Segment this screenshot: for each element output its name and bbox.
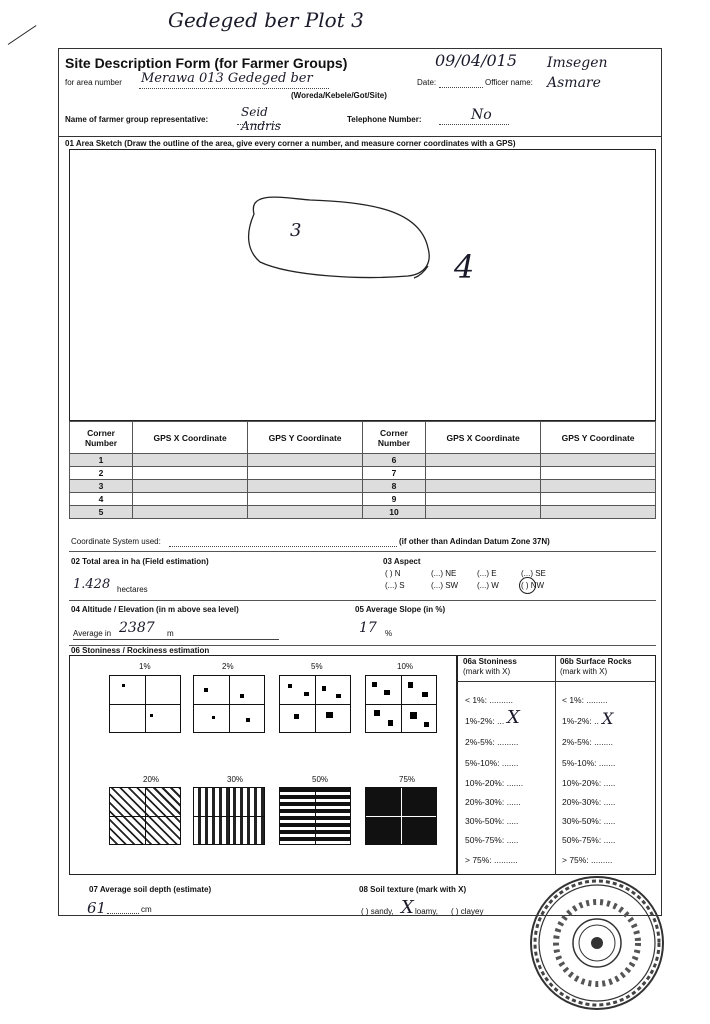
stoniness-b-mark: X [602,709,614,728]
stoniness-b-option[interactable]: 2%-5%: ........ [562,737,614,747]
gps-header-corner-2: Corner Number [362,422,425,454]
slope-value: 17 [359,620,377,636]
stoniness-a-option[interactable]: 10%-20%: ....... [465,778,524,788]
aspect-option-nw[interactable]: ( ) NW [521,581,545,590]
corner-number: 1 [70,454,133,467]
stoniness-a-option[interactable]: 20%-30%: ...... [465,797,521,807]
aspect-option-w[interactable]: (...) W [477,581,499,590]
gps-header-x-1: GPS X Coordinate [133,422,248,454]
sketch-area [69,149,656,421]
corner-number: 8 [362,480,425,493]
corner-number: 7 [362,467,425,480]
altitude-label: 04 Altitude / Elevation (in m above sea level) [71,605,239,614]
stoniness-a-mark: X [507,707,520,728]
phone-label: Telephone Number: [347,115,422,124]
stoniness-grid-10 [365,675,437,733]
corner-pen-mark [8,25,37,45]
table-row [70,467,656,480]
stoniness-label-10: 10% [397,662,414,671]
officer-label: Officer name: [485,78,533,87]
site-description-form [58,48,662,916]
stoniness-label: 06 Stoniness / Rockiness estimation [71,646,210,655]
soil-depth-value: 61 [87,899,107,917]
soil-texture-mark: X [401,897,414,918]
total-area-value: 1.428 [73,577,111,592]
coord-system-underline [169,546,397,547]
stoniness-a-option[interactable]: > 75%: .......... [465,855,518,865]
rep-label: Name of farmer group representative: [65,115,209,124]
section-rule-1 [69,551,656,552]
total-area-label: 02 Total area in ha (Field estimation) [71,557,209,566]
area-underline [139,88,329,89]
gps-header-x-2: GPS X Coordinate [425,422,540,454]
soil-depth-unit: cm [141,905,152,914]
total-area-unit: hectares [117,585,148,594]
official-stamp [522,868,672,1018]
stoniness-label-1: 1% [139,662,151,671]
altitude-unit: m [167,629,174,638]
stoniness-a-option[interactable]: 1%-2%: ... [465,716,505,726]
plot-outline [70,150,657,422]
aspect-option-e[interactable]: (...) E [477,569,497,578]
aspect-label: 03 Aspect [383,557,421,566]
aspect-option-se[interactable]: (...) SE [521,569,546,578]
corner-number: 2 [70,467,133,480]
table-row [70,454,656,467]
stoniness-a-option[interactable]: < 1%: .......... [465,695,513,705]
stoniness-b-option[interactable]: 1%-2%: .. [562,716,599,726]
stoniness-columns-rule [457,681,656,682]
slope-unit: % [385,629,393,638]
stoniness-a-title: 06a Stoniness [463,657,517,666]
sketch-heading-rule [59,136,661,137]
top-note: Gedeged ber Plot 3 [168,8,364,32]
table-row [70,480,656,493]
stoniness-a-option[interactable]: 2%-5%: ......... [465,737,519,747]
stoniness-grid-2 [193,675,265,733]
stoniness-a-option[interactable]: 5%-10%: ....... [465,758,519,768]
aspect-option-n[interactable]: ( ) N [385,569,401,578]
corner-number: 3 [70,480,133,493]
date-label: Date: [417,78,437,87]
altitude-prefix: Average in [73,629,112,638]
altitude-underline [73,639,279,640]
corner-number: 10 [362,506,425,519]
aspect-selected-circle [519,577,536,594]
stoniness-grid-5 [279,675,351,733]
soil-texture-clayey[interactable]: ( ) clayey [451,907,484,916]
aspect-option-sw[interactable]: (...) SW [431,581,459,590]
corner-number: 9 [362,493,425,506]
stoniness-label-50: 50% [312,775,329,784]
stoniness-label-20: 20% [143,775,160,784]
form-title: Site Description Form (for Farmer Groups) [65,55,348,71]
stoniness-label-5: 5% [311,662,323,671]
phone-value: No [471,107,492,123]
stoniness-grid-75 [365,787,437,845]
stoniness-b-sub: (mark with X) [560,667,608,676]
stoniness-label-75: 75% [399,775,416,784]
sketch-heading: 01 Area Sketch (Draw the outline of the area, give every corner a number, and measure corner coordinates with a GPS) [65,139,516,148]
phone-underline [439,124,509,125]
stoniness-b-option[interactable]: < 1%: ......... [562,695,608,705]
aspect-option-ne[interactable]: (...) NE [431,569,457,578]
gps-header-y-2: GPS Y Coordinate [541,422,656,454]
slope-label: 05 Average Slope (in %) [355,605,446,614]
stoniness-a-option[interactable]: 50%-75%: ..... [465,835,519,845]
stoniness-grid-50 [279,787,351,845]
altitude-value: 2387 [119,620,155,636]
table-row [70,493,656,506]
stoniness-grid-1 [109,675,181,733]
gps-header-corner-1: Corner Number [70,422,133,454]
gps-header-y-1: GPS Y Coordinate [248,422,363,454]
stoniness-a-sub: (mark with X) [463,667,511,676]
corner-number: 4 [70,493,133,506]
stoniness-b-option[interactable]: 30%-50%: ..... [562,816,616,826]
stoniness-b-option[interactable]: 50%-75%: ..... [562,835,616,845]
coord-system-hint: (if other than Adindan Datum Zone 37N) [399,537,550,546]
corner-mark: 4 [454,248,475,286]
stoniness-b-title: 06b Surface Rocks [560,657,632,666]
stoniness-label-30: 30% [227,775,244,784]
corner-number: 5 [70,506,133,519]
stoniness-b-option[interactable]: > 75%: ......... [562,855,613,865]
rep-value: Seid Andris [241,105,281,133]
area-value: Merawa 013 Gedeged ber [141,71,313,86]
area-label: for area number [65,78,122,87]
section-rule-2 [69,600,656,601]
soil-texture-loamy[interactable]: loamy, [415,907,438,916]
stoniness-grid-30 [193,787,265,845]
stoniness-b-option[interactable]: 20%-30%: ..... [562,797,616,807]
stoniness-b-option[interactable]: 5%-10%: ....... [562,758,616,768]
stoniness-columns-divider [555,655,556,875]
soil-depth-label: 07 Average soil depth (estimate) [89,885,212,894]
table-row [70,506,656,519]
date-underline [439,87,483,88]
stoniness-a-option[interactable]: 30%-50%: ..... [465,816,519,826]
corner-number: 6 [362,454,425,467]
woreda-hint: (Woreda/Kebele/Got/Site) [291,91,387,100]
date-value: 09/04/015 [435,51,518,70]
stoniness-label-2: 2% [222,662,234,671]
stoniness-b-option[interactable]: 10%-20%: ..... [562,778,616,788]
gps-table [69,421,656,519]
officer-value: Imsegen Asmare [547,55,608,91]
aspect-option-s[interactable]: (...) S [385,581,405,590]
soil-texture-sandy[interactable]: ( ) sandy, [361,907,394,916]
soil-depth-underline [107,913,139,914]
stoniness-grid-20 [109,787,181,845]
plot-number: 3 [290,220,302,241]
soil-texture-label: 08 Soil texture (mark with X) [359,885,467,894]
coord-system-label: Coordinate System used: [71,537,161,546]
